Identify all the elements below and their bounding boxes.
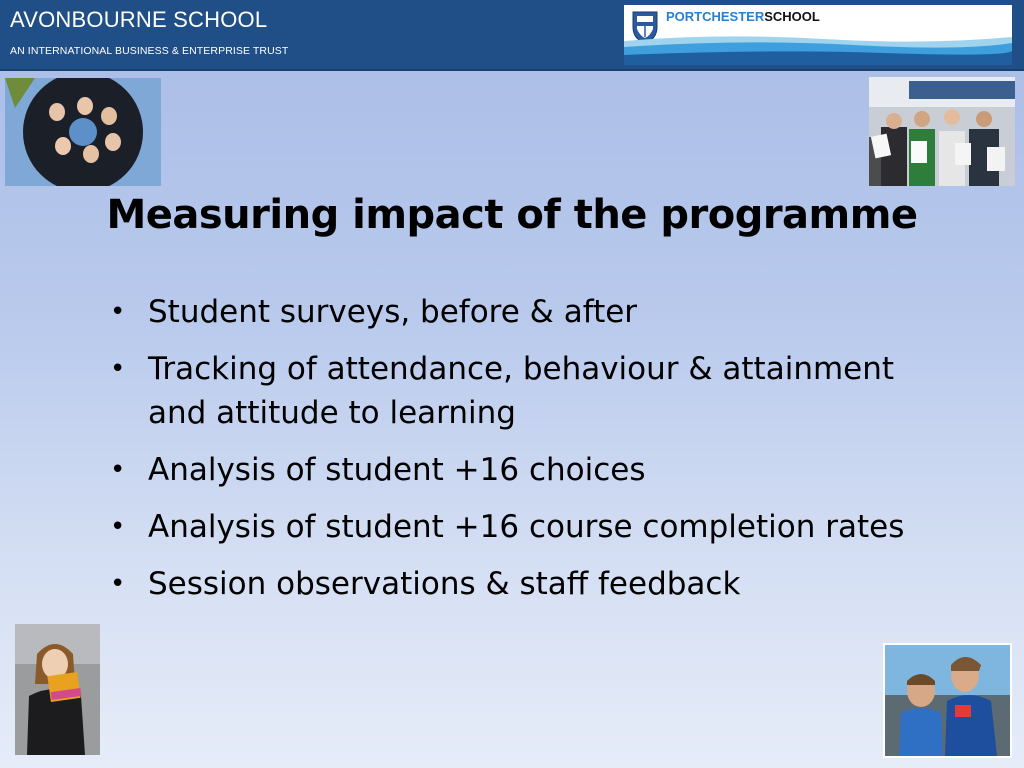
header-bar bbox=[0, 0, 1024, 71]
bullet-item bbox=[108, 562, 948, 606]
bullet-item bbox=[108, 505, 948, 549]
bullet-dot-icon: • bbox=[110, 354, 126, 384]
bullet-item bbox=[108, 290, 948, 334]
bullet-dot-icon: • bbox=[110, 569, 126, 599]
bullet-text: Analysis of student +16 choices bbox=[148, 452, 646, 488]
trust-name: AN INTERNATIONAL BUSINESS & ENTERPRISE TRUST bbox=[10, 45, 289, 57]
bullet-text: Analysis of student +16 course completion rates bbox=[148, 509, 905, 545]
wordmark-part2: SCHOOL bbox=[764, 9, 820, 24]
waves-graphic bbox=[624, 31, 1012, 65]
students-wetsuits-photo bbox=[883, 643, 1012, 758]
slide-title: Measuring impact of the programme bbox=[106, 192, 918, 238]
students-results-photo bbox=[869, 77, 1015, 186]
partner-school-wordmark bbox=[666, 9, 820, 24]
bullet-text: Session observations & staff feedback bbox=[148, 566, 741, 602]
school-name: AVONBOURNE SCHOOL bbox=[10, 7, 268, 32]
bullet-dot-icon: • bbox=[110, 297, 126, 327]
bullet-text: Student surveys, before & after bbox=[148, 294, 638, 330]
bullet-item bbox=[108, 347, 948, 435]
bullet-dot-icon: • bbox=[110, 512, 126, 542]
wordmark-part1: PORTCHESTER bbox=[666, 9, 765, 24]
student-with-folder-photo bbox=[15, 624, 100, 755]
partner-school-logo bbox=[624, 5, 1012, 65]
bullet-list bbox=[108, 290, 948, 619]
bullet-text: Tracking of attendance, behaviour & attainment and attitude to learning bbox=[148, 351, 895, 431]
bullet-dot-icon: • bbox=[110, 455, 126, 485]
bullet-item bbox=[108, 448, 948, 492]
students-huddle-photo bbox=[5, 78, 161, 186]
